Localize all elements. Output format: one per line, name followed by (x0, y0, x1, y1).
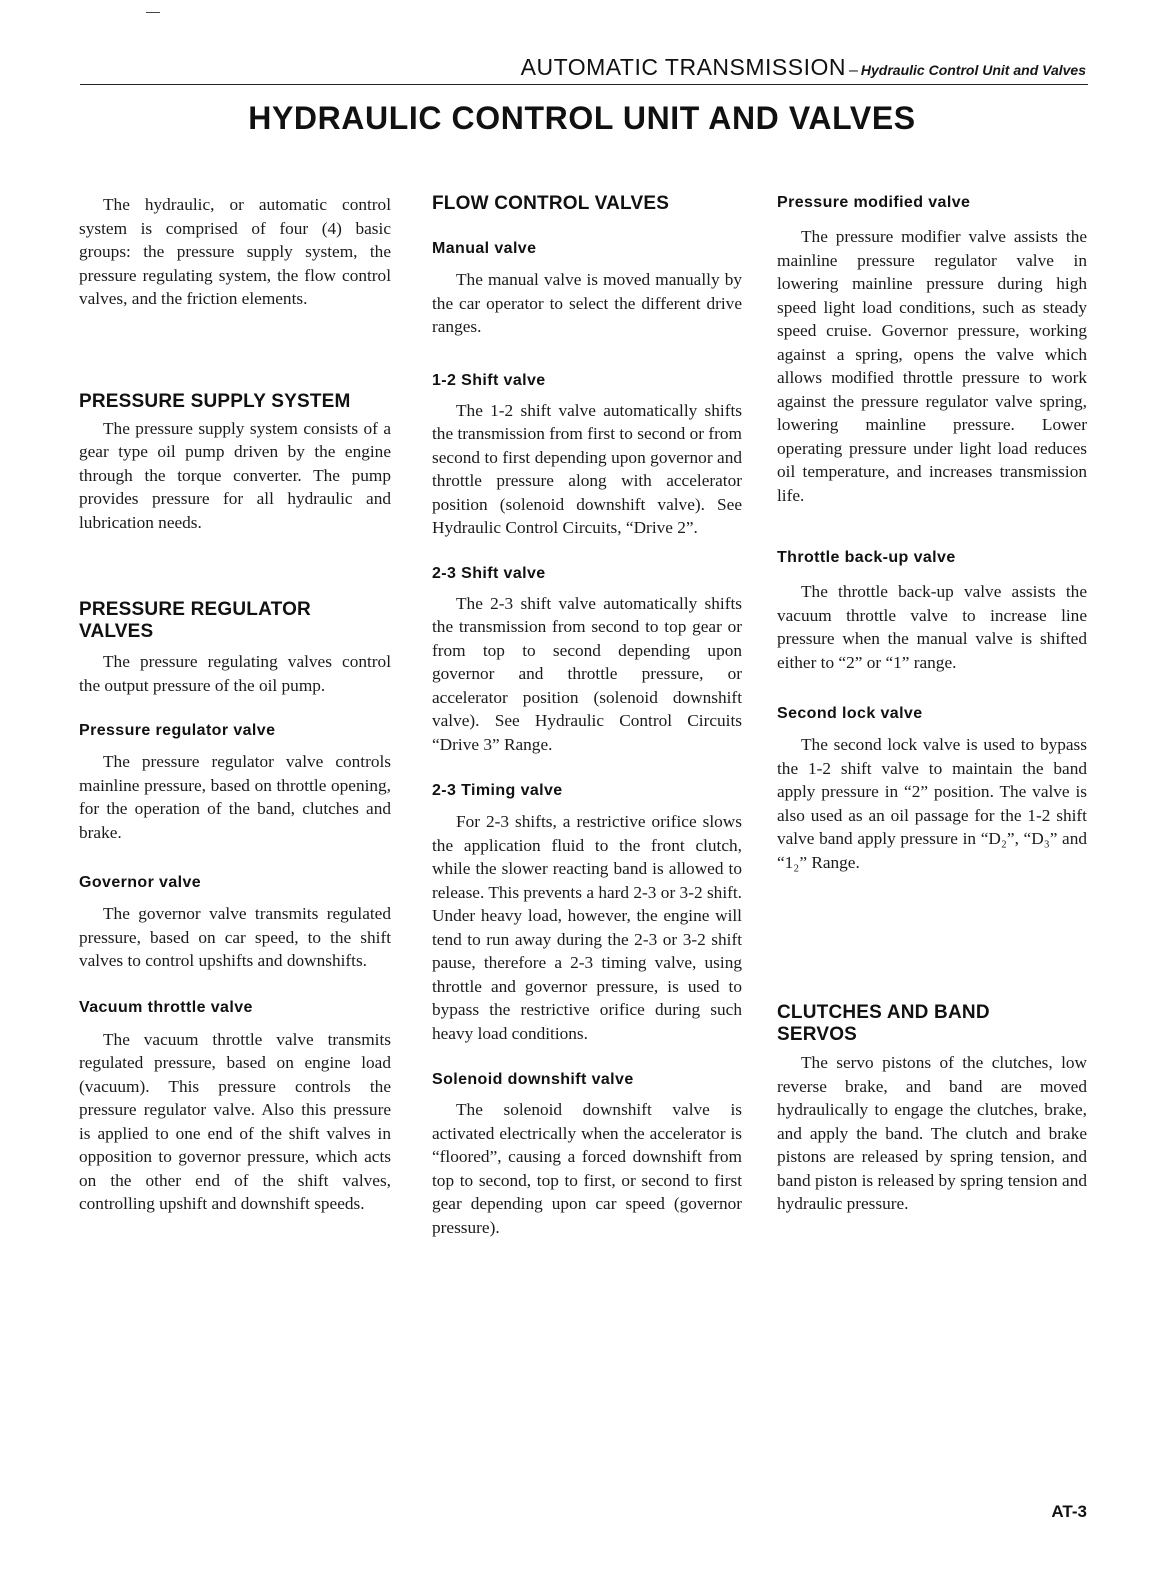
heading-pressure-supply-system: PRESSURE SUPPLY SYSTEM (79, 390, 351, 412)
second-lock-paragraph: The second lock valve is used to bypass the 1-2 shift valve to maintain the band apply pressure in “2” position. The valve is also used as an oil passage for the 1-2 shift valve band apply pressure in “D₂”, “D₃” and “1₂” Range. (777, 735, 1087, 872)
heading-manual-valve: Manual valve (432, 240, 537, 257)
pressure-regulating-paragraph: The pressure regulating valves control the output pressure of the oil pump. (79, 652, 391, 695)
pressure-modified-paragraph: The pressure modifier valve assists the mainline pressure regulator valve in lowering mainline pressure during high speed light load conditions, such as steady speed cruise. Governor pressure, working against a spring, opens the valve which allows modified throttle pressure to work against the pressure regulator valve spring, lowering mainline pressure. Lower operating pressure under light load reduces oil temperature, and increases transmission life. (777, 227, 1087, 505)
heading-governor-valve: Governor valve (79, 874, 202, 891)
column-right (777, 193, 1087, 1216)
shift-1-2-paragraph: The 1-2 shift valve automatically shifts the transmission from first to second or from second to first depending upon governor and throttle pressure along with accelerator position (solenoid downshift valve). See Hydraulic Control Circuits, “Drive 2”. (432, 400, 742, 537)
governor-paragraph: The governor valve transmits regulated pressure, based on car speed, to the shift valves to control upshifts and downshifts. (79, 904, 391, 970)
heading-1-2-shift-valve: 1-2 Shift valve (432, 371, 546, 389)
timing-2-3-paragraph: For 2-3 shifts, a restrictive orifice slows the application fluid to the front clutch, while the slower reacting band is allowed to release. This prevents a hard 2-3 or 3-2 shift. Under heavy load, however, the engine will tend to run away during the 2-3 or 3-2 shift pause, therefore a 2-3 timing valve, using throttle and governor pressure, is used to bypass the restrictive orifice during such heavy load conditions. (432, 812, 742, 1043)
heading-line-1: CLUTCHES AND BAND (777, 1002, 990, 1023)
heading-flow-control-valves: FLOW CONTROL VALVES (432, 193, 670, 214)
shift-2-3-paragraph: The 2-3 shift valve automatically shifts the transmission from second to top gear or from top to second depending upon governor and throttle pressure, or accelerator position (solenoid downshift valve). See Hydraulic Control Circuits “Drive 3” Range. (432, 593, 742, 754)
solenoid-downshift-paragraph: The solenoid downshift valve is activated electrically when the accelerator is “floored”, causing a forced downshift from top to second, top to first, or second to first gear depending upon car speed (governor pressure). (432, 1100, 742, 1237)
heading-line-2: SERVOS (777, 1024, 858, 1045)
pressure-regulator-paragraph: The pressure regulator valve controls mainline pressure, based on throttle opening, for the operation of the band, clutches and brake. (79, 752, 391, 842)
heading-throttle-back-up-valve: Throttle back-up valve (777, 549, 956, 566)
page-title: HYDRAULIC CONTROL UNIT AND VALVES (248, 100, 916, 136)
manual-valve-paragraph: The manual valve is moved manually by the car operator to select the different drive ranges. (432, 270, 742, 336)
column-left (79, 193, 391, 1216)
header-section: AUTOMATIC TRANSMISSION (520, 54, 846, 80)
heading-2-3-timing-valve: 2-3 Timing valve (432, 782, 563, 799)
scan-mark (146, 12, 160, 13)
page-number: AT-3 (1051, 1502, 1087, 1521)
intro-paragraph: The hydraulic, or automatic control system is comprised of four (4) basic groups: the pressure supply system, the pressure regulating system, the flow control valves, and the friction elements. (79, 195, 391, 308)
header-rule (80, 84, 1088, 85)
heading-2-3-shift-valve: 2-3 Shift valve (432, 564, 546, 582)
heading-line-2: VALVES (79, 621, 154, 642)
header-separator: – (849, 62, 858, 79)
heading-vacuum-throttle-valve: Vacuum throttle valve (79, 998, 253, 1016)
clutches-paragraph: The servo pistons of the clutches, low reverse brake, and band are moved hydraulically to engage the clutches, brake, and apply the band. The clutch and brake pistons are released by spring tension, and band piston is released by spring tension and hydraulic pressure. (777, 1053, 1087, 1213)
heading-second-lock-valve: Second lock valve (777, 705, 923, 722)
header-subsection: Hydraulic Control Unit and Valves (860, 62, 1086, 78)
heading-pressure-modified-valve: Pressure modified valve (777, 194, 971, 211)
heading-line-1: PRESSURE REGULATOR (79, 599, 311, 620)
heading-solenoid-downshift-valve: Solenoid downshift valve (432, 1071, 634, 1088)
vacuum-throttle-paragraph: The vacuum throttle valve transmits regulated pressure, based on engine load (vacuum). This pressure controls the pressure regulator valve. Also this pressure is applied to one end of the shift valves in opposition to governor pressure, which acts on the other end of the shift valves, controlling upshift and downshift speeds. (79, 1029, 391, 1213)
column-middle (432, 193, 742, 1239)
pressure-supply-paragraph: The pressure supply system consists of a gear type oil pump driven by the engine through the torque converter. The pump provides pressure for all hydraulic and lubrication needs. (79, 418, 391, 532)
throttle-back-up-paragraph: The throttle back-up valve assists the vacuum throttle valve to increase line pressure when the manual valve is shifted either to “2” or “1” range. (777, 582, 1087, 672)
running-header (521, 54, 1086, 81)
heading-pressure-regulator-valves (79, 599, 391, 643)
heading-pressure-regulator-valve: Pressure regulator valve (79, 722, 276, 739)
heading-clutches-and-band-servos (777, 1002, 1087, 1046)
